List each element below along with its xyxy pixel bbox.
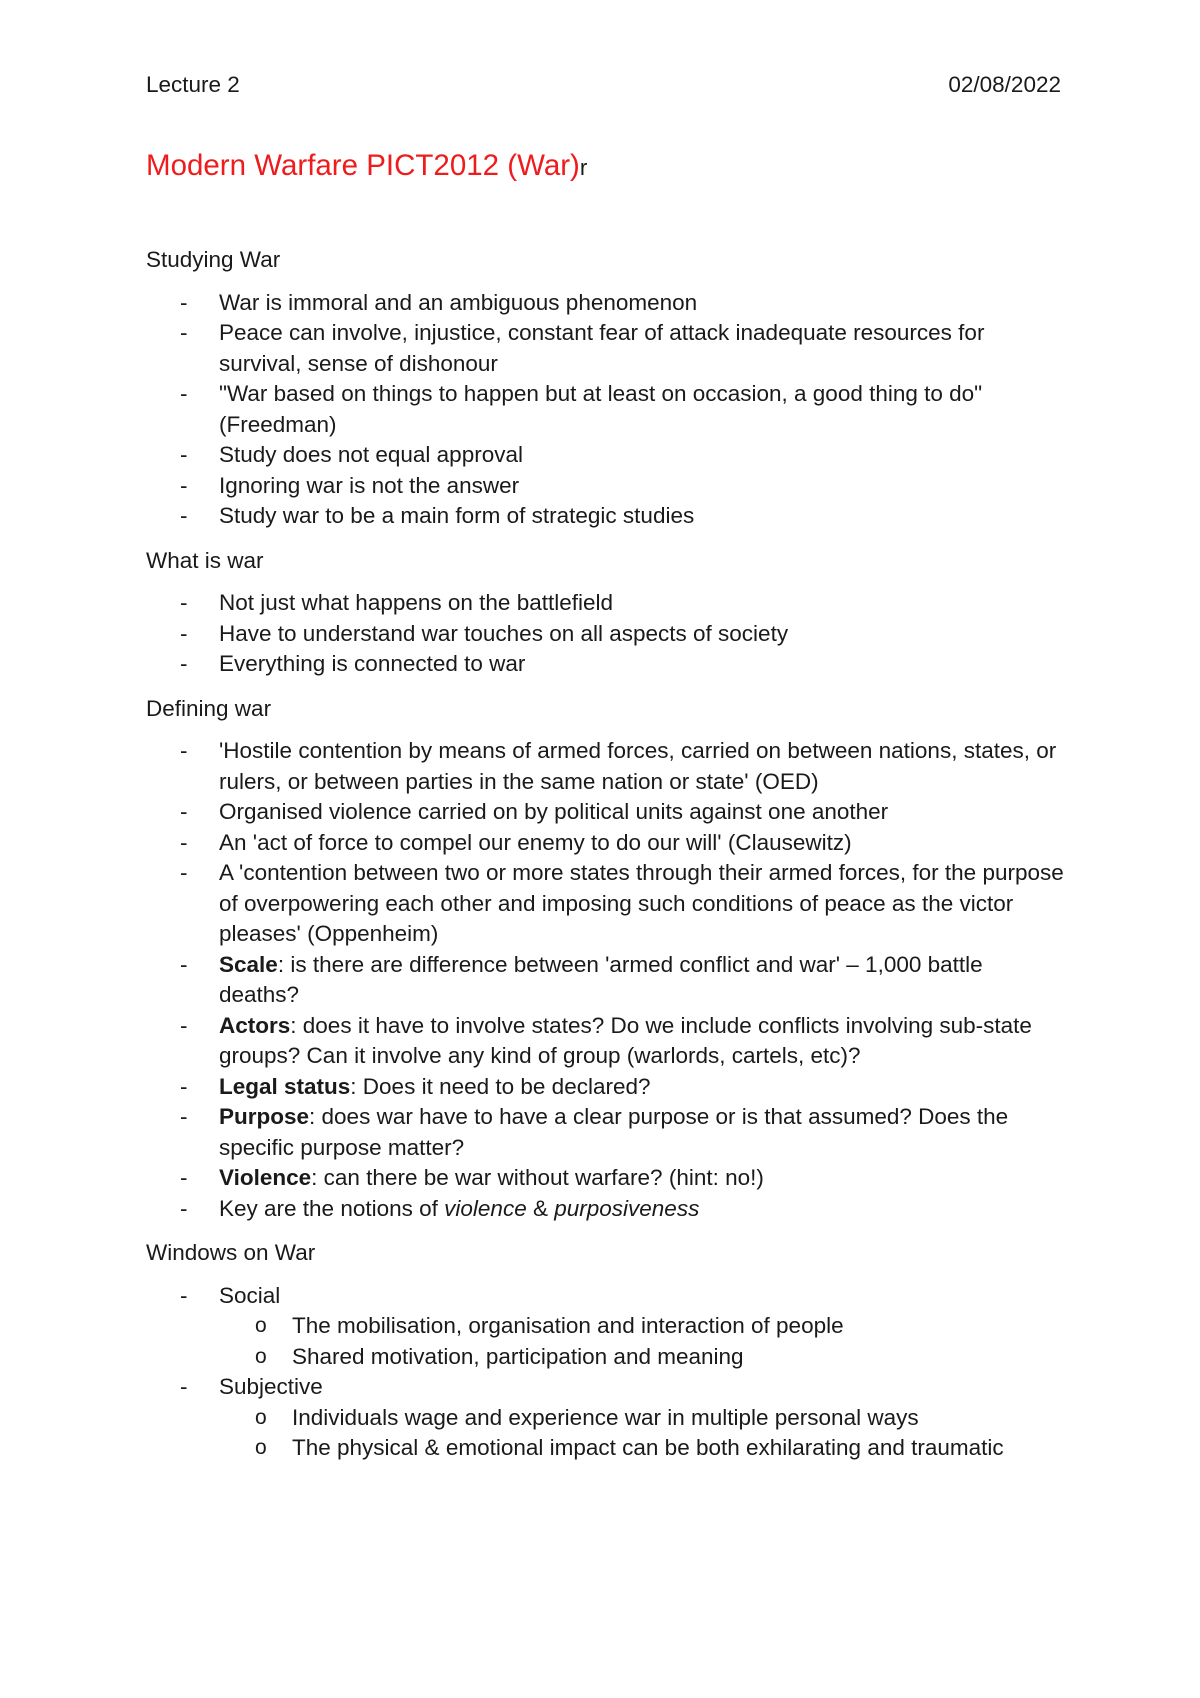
list-item <box>146 858 1066 950</box>
studying-war-list <box>146 288 1066 532</box>
list-item <box>146 649 1066 680</box>
list-item-text: Not just what happens on the battlefield <box>219 590 614 615</box>
dash-bullet: - <box>180 651 188 676</box>
list-item-text: An 'act of force to compel our enemy to do our will' (Clausewitz) <box>219 829 852 855</box>
list-item-text: Subjective <box>219 1374 323 1399</box>
list-item-text: Study war to be a main form of strategic studies <box>219 503 695 528</box>
dash-bullet: - <box>180 472 188 498</box>
list-item-text: Ignoring war is not the answer <box>219 472 520 498</box>
section-heading-studying-war: Studying War <box>146 247 281 272</box>
section-heading-windows-on-war: Windows on War <box>146 1240 316 1265</box>
term-purpose: Purpose <box>219 1104 310 1129</box>
lecture-label: Lecture 2 <box>146 72 240 97</box>
lecture-date: 02/08/2022 <box>948 72 1061 97</box>
list-item-text: : Does it need to be declared? <box>350 1073 651 1099</box>
list-item-text: : does war have to have a clear purpose or is that assumed? Does the specific purpose matter? <box>219 1104 1009 1160</box>
dash-bullet: - <box>180 799 188 824</box>
circle-bullet: o <box>255 1314 267 1337</box>
section-heading-defining-war: Defining war <box>146 695 272 721</box>
list-item-purpose <box>146 1102 1066 1163</box>
list-item <box>146 471 1066 502</box>
list-item-text: : is there are difference between 'armed conflict and war' – 1,000 battle deaths? <box>219 951 983 1007</box>
list-item <box>146 619 1066 650</box>
list-item <box>146 501 1066 532</box>
list-item-text: "War based on things to happen but at least on occasion, a good thing to do" (Freedman) <box>219 381 983 437</box>
dash-bullet: - <box>180 320 188 345</box>
sublist-item-text: Shared motivation, participation and meaning <box>292 1343 744 1369</box>
key-term-violence: violence <box>444 1195 527 1221</box>
circle-bullet: o <box>255 1405 267 1429</box>
list-item-text: 'Hostile contention by means of armed forces, carried on between nations, states, or rulers, or between parties in the same nation or state' (OED) <box>219 738 1057 794</box>
list-item <box>146 828 1066 859</box>
sublist-item <box>146 1403 1066 1434</box>
dash-bullet: - <box>180 1165 188 1190</box>
subjective-sublist <box>146 1403 1066 1464</box>
list-item-text: A 'contention between two or more states through their armed forces, for the purpose of overpowering each other and imposing such conditions of peace as the victor pleases' (Oppenheim) <box>219 860 1064 946</box>
sublist-item-text: The mobilisation, organisation and interaction of people <box>292 1313 844 1338</box>
list-item <box>146 288 1066 319</box>
dash-bullet: - <box>180 381 188 406</box>
list-item-text: Have to understand war touches on all aspects of society <box>219 620 789 646</box>
section-heading-what-is-war: What is war <box>146 547 264 573</box>
list-item-text: Organised violence carried on by political units against one another <box>219 799 889 824</box>
windows-on-war-list <box>146 1281 1066 1464</box>
notes-body <box>146 245 1066 1478</box>
key-prefix: Key are the notions of <box>219 1195 445 1221</box>
key-term-purposiveness: purposiveness <box>554 1195 700 1221</box>
title-text: Modern Warfare PICT2012 (War) <box>146 149 580 182</box>
term-violence: Violence <box>219 1165 312 1190</box>
dash-bullet: - <box>180 1195 188 1221</box>
sublist-item <box>146 1433 1066 1464</box>
list-item-text: Social <box>219 1282 281 1308</box>
dash-bullet: - <box>180 620 188 646</box>
title-suffix: r <box>579 155 588 180</box>
sublist-item-text: The physical & emotional impact can be both exhilarating and traumatic <box>292 1435 1004 1460</box>
list-item-subjective <box>146 1372 1066 1464</box>
list-item <box>146 318 1066 379</box>
list-item-social <box>146 1281 1066 1373</box>
dash-bullet: - <box>180 829 188 855</box>
dash-bullet: - <box>180 1374 188 1399</box>
sublist-item-text: Individuals wage and experience war in multiple personal ways <box>292 1404 919 1430</box>
list-item <box>146 379 1066 440</box>
sublist-item <box>146 1342 1066 1373</box>
term-scale: Scale <box>219 951 278 977</box>
list-item-legal-status <box>146 1072 1066 1103</box>
list-item-text: : can there be war without warfare? (hint: no!) <box>311 1165 764 1190</box>
list-item-scale <box>146 950 1066 1011</box>
dash-bullet: - <box>180 951 188 977</box>
circle-bullet: o <box>255 1344 267 1368</box>
list-item-text: Peace can involve, injustice, constant fear of attack inadequate resources for survival, sense of dishonour <box>219 320 985 376</box>
key-ampersand: & <box>526 1195 555 1221</box>
list-item <box>146 797 1066 828</box>
social-sublist <box>146 1311 1066 1372</box>
list-item <box>146 588 1066 619</box>
dash-bullet: - <box>180 1073 188 1099</box>
sublist-item <box>146 1311 1066 1342</box>
list-item-text: : does it have to involve states? Do we include conflicts involving sub-state groups? Can it involve any kind of group (warlords, cartels, etc)? <box>219 1012 1032 1068</box>
dash-bullet: - <box>180 860 188 885</box>
list-item-actors <box>146 1011 1066 1072</box>
dash-bullet: - <box>180 1104 188 1129</box>
dash-bullet: - <box>180 590 188 615</box>
page-title <box>146 148 587 186</box>
list-item-key-notions <box>146 1194 1066 1225</box>
dash-bullet: - <box>180 738 188 763</box>
list-item-violence <box>146 1163 1066 1194</box>
term-actors: Actors <box>219 1012 291 1038</box>
list-item <box>146 736 1066 797</box>
list-item-text: War is immoral and an ambiguous phenomenon <box>219 289 698 315</box>
term-legal-status: Legal status <box>219 1073 351 1099</box>
list-item-text: Everything is connected to war <box>219 651 526 676</box>
dash-bullet: - <box>180 442 188 467</box>
dash-bullet: - <box>180 1282 188 1308</box>
dash-bullet: - <box>180 503 188 528</box>
list-item-text: Study does not equal approval <box>219 442 523 467</box>
circle-bullet: o <box>255 1436 267 1459</box>
dash-bullet: - <box>180 289 188 315</box>
defining-war-list <box>146 736 1066 1224</box>
dash-bullet: - <box>180 1012 188 1038</box>
what-is-war-list <box>146 588 1066 680</box>
list-item <box>146 440 1066 471</box>
